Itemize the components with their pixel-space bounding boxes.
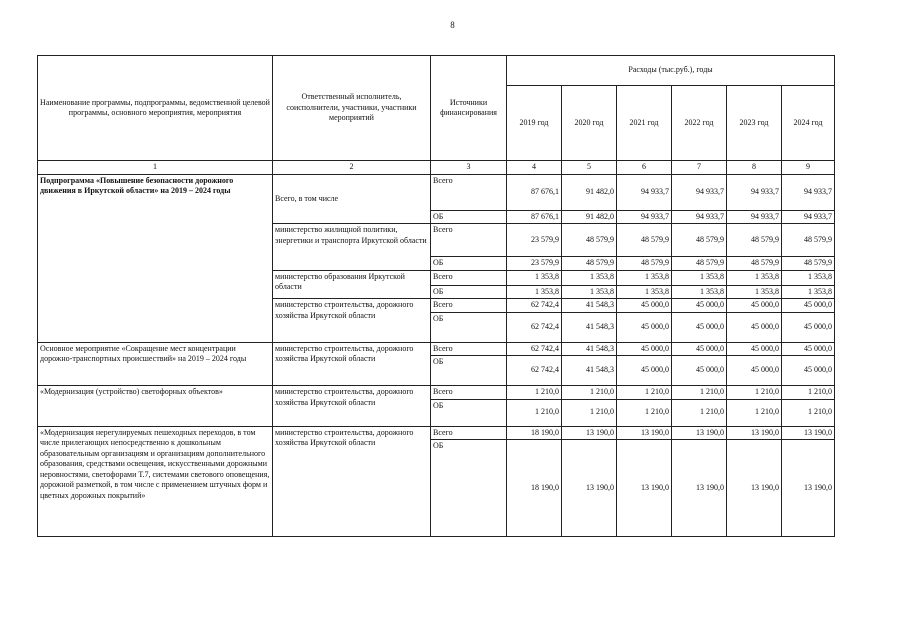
amount-cell: 45 000,0 — [617, 356, 672, 386]
amount-cell: 45 000,0 — [672, 356, 727, 386]
amount-cell: 1 353,8 — [617, 270, 672, 285]
amount-cell: 41 548,3 — [562, 299, 617, 313]
program-name-cell: «Модернизация (устройство) светофорных объектов» — [38, 386, 273, 427]
executor-cell: министерство жилищной политики, энергетики и транспорта Иркутской области — [273, 224, 431, 271]
amount-cell: 45 000,0 — [617, 299, 672, 313]
header-name: Наименование программы, подпрограммы, ведомственной целевой программы, основного мероприятия, мероприятия — [38, 56, 273, 161]
table-row — [38, 386, 835, 400]
amount-cell: 62 742,4 — [507, 312, 562, 342]
amount-cell: 48 579,9 — [617, 224, 672, 257]
amount-cell: 13 190,0 — [727, 426, 782, 440]
amount-cell: 13 190,0 — [562, 440, 617, 537]
amount-cell: 62 742,4 — [507, 299, 562, 313]
funding-source-cell: ОБ — [431, 399, 507, 426]
amount-cell: 45 000,0 — [672, 299, 727, 313]
funding-source-cell: Всего — [431, 174, 507, 210]
amount-cell: 1 353,8 — [562, 270, 617, 285]
amount-cell: 1 353,8 — [507, 285, 562, 299]
column-number: 8 — [727, 161, 782, 175]
amount-cell: 13 190,0 — [617, 426, 672, 440]
funding-source-cell: Всего — [431, 299, 507, 313]
amount-cell: 1 210,0 — [507, 386, 562, 400]
header-year: 2023 год — [727, 86, 782, 161]
amount-cell: 45 000,0 — [672, 342, 727, 356]
amount-cell: 45 000,0 — [782, 356, 835, 386]
executor-cell: министерство строительства, дорожного хозяйства Иркутской области — [273, 426, 431, 537]
column-number: 6 — [617, 161, 672, 175]
amount-cell: 1 210,0 — [617, 386, 672, 400]
amount-cell: 1 353,8 — [782, 285, 835, 299]
funding-source-cell: ОБ — [431, 356, 507, 386]
program-name-cell: Основное мероприятие «Сокращение мест концентрации дорожно-транспортных происшествий» на 2019 – 2024 годы — [38, 342, 273, 386]
funding-source-cell: ОБ — [431, 285, 507, 299]
amount-cell: 48 579,9 — [727, 224, 782, 257]
amount-cell: 13 190,0 — [782, 440, 835, 537]
column-number: 7 — [672, 161, 727, 175]
amount-cell: 1 210,0 — [507, 399, 562, 426]
page-number: 8 — [450, 20, 455, 30]
column-number-row — [38, 161, 835, 175]
header-year: 2021 год — [617, 86, 672, 161]
table-row — [38, 342, 835, 356]
amount-cell: 45 000,0 — [727, 312, 782, 342]
column-number: 4 — [507, 161, 562, 175]
amount-cell: 91 482,0 — [562, 210, 617, 224]
funding-source-cell: ОБ — [431, 257, 507, 271]
amount-cell: 1 353,8 — [782, 270, 835, 285]
amount-cell: 1 210,0 — [672, 386, 727, 400]
amount-cell: 48 579,9 — [562, 257, 617, 271]
column-number: 1 — [38, 161, 273, 175]
funding-source-cell: Всего — [431, 342, 507, 356]
amount-cell: 87 676,1 — [507, 210, 562, 224]
funding-source-cell: Всего — [431, 386, 507, 400]
amount-cell: 41 548,3 — [562, 356, 617, 386]
funding-source-cell: ОБ — [431, 440, 507, 537]
amount-cell: 41 548,3 — [562, 312, 617, 342]
amount-cell: 1 353,8 — [727, 270, 782, 285]
executor-cell: Всего, в том числе — [273, 174, 431, 224]
amount-cell: 1 353,8 — [562, 285, 617, 299]
amount-cell: 1 210,0 — [727, 386, 782, 400]
amount-cell: 62 742,4 — [507, 356, 562, 386]
executor-cell: министерство строительства, дорожного хозяйства Иркутской области — [273, 386, 431, 427]
amount-cell: 1 353,8 — [672, 285, 727, 299]
header-executor: Ответственный исполнитель, соисполнители, участники, участники мероприятий — [273, 56, 431, 161]
amount-cell: 45 000,0 — [782, 342, 835, 356]
amount-cell: 13 190,0 — [727, 440, 782, 537]
amount-cell: 45 000,0 — [617, 312, 672, 342]
funding-source-cell: Всего — [431, 270, 507, 285]
amount-cell: 13 190,0 — [617, 440, 672, 537]
amount-cell: 1 353,8 — [507, 270, 562, 285]
amount-cell: 45 000,0 — [782, 299, 835, 313]
column-number: 3 — [431, 161, 507, 175]
amount-cell: 13 190,0 — [672, 440, 727, 537]
table-row — [38, 174, 835, 210]
amount-cell: 48 579,9 — [672, 257, 727, 271]
amount-cell: 23 579,9 — [507, 224, 562, 257]
amount-cell: 87 676,1 — [507, 174, 562, 210]
budget-table — [37, 55, 835, 537]
amount-cell: 45 000,0 — [727, 299, 782, 313]
column-number: 5 — [562, 161, 617, 175]
amount-cell: 1 210,0 — [727, 399, 782, 426]
amount-cell: 45 000,0 — [727, 342, 782, 356]
executor-cell: министерство строительства, дорожного хозяйства Иркутской области — [273, 342, 431, 386]
funding-source-cell: ОБ — [431, 312, 507, 342]
program-name-cell: Подпрограмма «Повышение безопасности дорожного движения в Иркутской области» на 2019 – 2024 годы — [38, 174, 273, 342]
amount-cell: 94 933,7 — [672, 174, 727, 210]
header-year: 2020 год — [562, 86, 617, 161]
program-name-cell: «Модернизация нерегулируемых пешеходных переходов, в том числе прилегающих непосредственно к дошкольным образовательным организациям и организациям дополнительного образования, средствами освещения, искусственными дорожными неровностями, светофорами Т.7, системами светового оповещения, дорожной разметкой, в том числе с применением штучных форм и цветных дорожных покрытий» — [38, 426, 273, 537]
amount-cell: 94 933,7 — [727, 174, 782, 210]
amount-cell: 91 482,0 — [562, 174, 617, 210]
amount-cell: 23 579,9 — [507, 257, 562, 271]
amount-cell: 48 579,9 — [727, 257, 782, 271]
funding-source-cell: Всего — [431, 224, 507, 257]
amount-cell: 18 190,0 — [507, 426, 562, 440]
table-body — [38, 174, 835, 537]
amount-cell: 48 579,9 — [782, 224, 835, 257]
executor-cell: министерство образования Иркутской области — [273, 270, 431, 299]
amount-cell: 1 353,8 — [672, 270, 727, 285]
amount-cell: 45 000,0 — [617, 342, 672, 356]
amount-cell: 48 579,9 — [782, 257, 835, 271]
header-year: 2019 год — [507, 86, 562, 161]
header-source: Источники финансирования — [431, 56, 507, 161]
amount-cell: 1 210,0 — [782, 386, 835, 400]
header-year: 2024 год — [782, 86, 835, 161]
header-expenses: Расходы (тыс.руб.), годы — [507, 56, 835, 86]
amount-cell: 1 210,0 — [672, 399, 727, 426]
amount-cell: 48 579,9 — [672, 224, 727, 257]
amount-cell: 45 000,0 — [672, 312, 727, 342]
amount-cell: 13 190,0 — [562, 426, 617, 440]
amount-cell: 1 210,0 — [782, 399, 835, 426]
amount-cell: 18 190,0 — [507, 440, 562, 537]
amount-cell: 94 933,7 — [727, 210, 782, 224]
amount-cell: 41 548,3 — [562, 342, 617, 356]
amount-cell: 1 210,0 — [617, 399, 672, 426]
amount-cell: 13 190,0 — [672, 426, 727, 440]
amount-cell: 94 933,7 — [782, 210, 835, 224]
funding-source-cell: ОБ — [431, 210, 507, 224]
amount-cell: 1 210,0 — [562, 399, 617, 426]
amount-cell: 13 190,0 — [782, 426, 835, 440]
amount-cell: 45 000,0 — [727, 356, 782, 386]
amount-cell: 48 579,9 — [617, 257, 672, 271]
amount-cell: 94 933,7 — [782, 174, 835, 210]
column-number: 2 — [273, 161, 431, 175]
amount-cell: 1 353,8 — [727, 285, 782, 299]
table-row — [38, 426, 835, 440]
amount-cell: 94 933,7 — [617, 174, 672, 210]
amount-cell: 94 933,7 — [672, 210, 727, 224]
amount-cell: 1 353,8 — [617, 285, 672, 299]
amount-cell: 62 742,4 — [507, 342, 562, 356]
amount-cell: 48 579,9 — [562, 224, 617, 257]
column-number: 9 — [782, 161, 835, 175]
executor-cell: министерство строительства, дорожного хозяйства Иркутской области — [273, 299, 431, 343]
funding-source-cell: Всего — [431, 426, 507, 440]
amount-cell: 1 210,0 — [562, 386, 617, 400]
header-year: 2022 год — [672, 86, 727, 161]
amount-cell: 45 000,0 — [782, 312, 835, 342]
amount-cell: 94 933,7 — [617, 210, 672, 224]
